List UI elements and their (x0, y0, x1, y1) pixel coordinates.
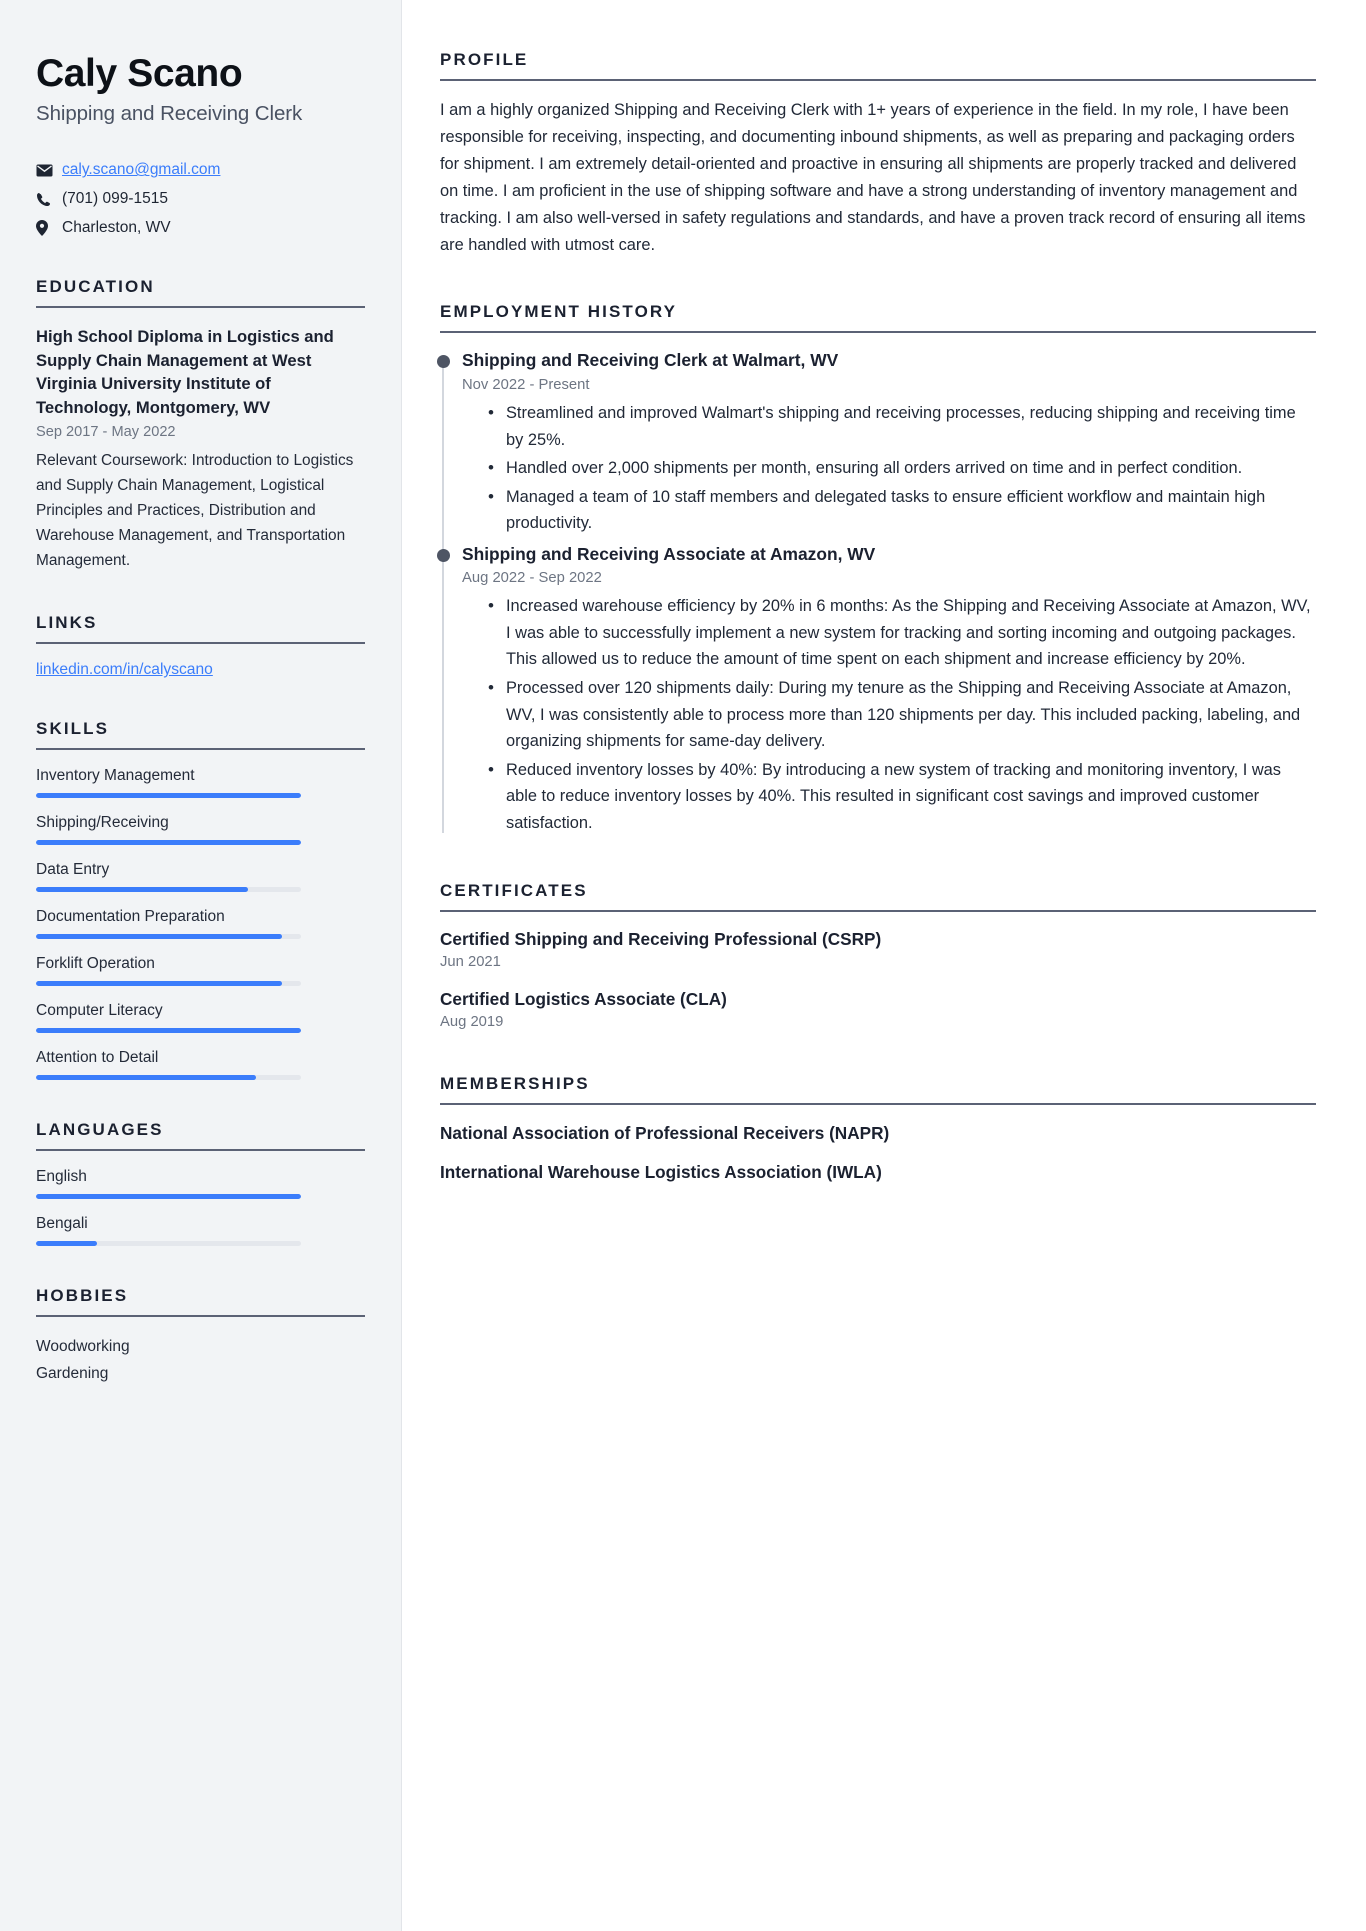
memberships-list (440, 1121, 1316, 1184)
profile-section (440, 50, 1316, 258)
section-divider (440, 79, 1316, 81)
education-section (36, 277, 365, 573)
skill-item (36, 814, 365, 845)
certificates-list (440, 928, 1316, 1030)
section-divider (36, 748, 365, 750)
skill-level-bar (36, 981, 301, 986)
skill-level-bar (36, 887, 301, 892)
language-label: English (36, 1168, 87, 1186)
list-item: • Managed a team of 10 staff members and delegated tasks to ensure efficient workflow and maintain high productivity. (506, 484, 1316, 537)
profile-heading: PROFILE (440, 50, 529, 69)
employment-dates: Aug 2022 - Sep 2022 (462, 570, 602, 587)
language-item (36, 1215, 365, 1246)
skill-level-fill (36, 981, 282, 986)
skill-level-fill (36, 934, 282, 939)
page-title: Caly Scano (36, 52, 243, 95)
profile-text: I am a highly organized Shipping and Receiving Clerk with 1+ years of experience in the field. In my role, I have been responsible for receiving, inspecting, and documenting inbound shipments, as well as preparing and packaging orders for shipment. I am extremely detail-oriented and proactive in ensuring all shipments are properly tracked and delivered on time. I am proficient in the use of shipping software and have a strong understanding of inventory management and tracking. I am also well-versed in safety regulations and standards, and have a proven track record of ensuring all items are handled with utmost care. (440, 101, 1306, 254)
location-value: Charleston, WV (62, 219, 171, 237)
hobbies-heading: HOBBIES (36, 1286, 129, 1306)
skill-label: Shipping/Receiving (36, 814, 169, 832)
education-degree: High School Diploma in Logistics and Supply Chain Management at West Virginia University Institute of Technology, Montgomery, WV (36, 327, 334, 417)
skill-item (36, 861, 365, 892)
email-link[interactable]: caly.scano@gmail.com (62, 161, 221, 179)
contact-email[interactable] (36, 161, 365, 179)
employment-entry (462, 349, 1316, 536)
main-content (402, 0, 1366, 1931)
education-dates: Sep 2017 - May 2022 (36, 423, 176, 440)
language-label: Bengali (36, 1215, 88, 1233)
phone-value: (701) 099-1515 (62, 190, 168, 208)
skill-label: Inventory Management (36, 767, 195, 785)
skill-item (36, 1049, 365, 1080)
skills-list (36, 767, 365, 1080)
employment-title: Shipping and Receiving Associate at Amazon, WV (462, 543, 876, 564)
employment-entry (462, 543, 1316, 837)
membership-item: National Association of Professional Receivers (NAPR) (440, 1122, 890, 1143)
education-description: Relevant Coursework: Introduction to Logistics and Supply Chain Management, Logistical Principles and Practices, Distribution and Warehouse Management, and Transportation Management. (36, 451, 354, 569)
certificates-section (440, 881, 1316, 1030)
employment-title: Shipping and Receiving Clerk at Walmart, WV (462, 350, 839, 371)
employment-section (440, 302, 1316, 836)
list-item: • Processed over 120 shipments daily: During my tenure as the Shipping and Receiving Associate at Amazon, WV, I was consistently able to process more than 120 shipments per day. This included packing, labeling, and organizing shipments for same-day delivery. (506, 675, 1316, 755)
language-item (36, 1168, 365, 1199)
envelope-icon (36, 164, 62, 177)
skill-level-fill (36, 887, 248, 892)
section-divider (36, 1149, 365, 1151)
certificate-title: Certified Logistics Associate (CLA) (440, 988, 727, 1009)
hobby-item: Woodworking (36, 1338, 130, 1356)
links-section (36, 613, 365, 679)
languages-heading: LANGUAGES (36, 1120, 164, 1140)
language-level-bar (36, 1194, 301, 1199)
phone-icon (36, 192, 62, 207)
memberships-section (440, 1074, 1316, 1184)
section-divider (440, 331, 1316, 333)
employment-timeline (440, 349, 1316, 836)
skill-level-fill (36, 840, 301, 845)
skill-label: Documentation Preparation (36, 908, 225, 926)
contact-phone (36, 190, 365, 208)
links-list (36, 661, 365, 679)
links-heading: LINKS (36, 613, 98, 633)
list-item[interactable]: linkedin.com/in/calyscano (36, 661, 213, 679)
timeline-dot-icon (437, 549, 450, 562)
timeline-dot-icon (437, 355, 450, 368)
job-title-subtitle: Shipping and Receiving Clerk (36, 101, 303, 125)
language-level-bar (36, 1241, 301, 1246)
skill-label: Forklift Operation (36, 955, 155, 973)
employment-bullets (462, 593, 1316, 836)
skill-item (36, 955, 365, 986)
skill-level-bar (36, 1075, 301, 1080)
section-divider (36, 642, 365, 644)
skill-level-bar (36, 934, 301, 939)
hobby-item: Gardening (36, 1364, 109, 1382)
employment-dates: Nov 2022 - Present (462, 376, 590, 393)
education-heading: EDUCATION (36, 277, 155, 297)
certificates-heading: CERTIFICATES (440, 880, 588, 900)
languages-list (36, 1168, 365, 1246)
skills-section (36, 719, 365, 1080)
hobbies-section (36, 1286, 365, 1387)
skill-level-fill (36, 1075, 256, 1080)
list-item: • Handled over 2,000 shipments per month, ensuring all orders arrived on time and in perfect condition. (506, 455, 1316, 482)
section-divider (440, 910, 1316, 912)
skill-level-bar (36, 1028, 301, 1033)
section-divider (36, 306, 365, 308)
skill-label: Computer Literacy (36, 1002, 163, 1020)
location-pin-icon (36, 220, 62, 236)
skill-item (36, 1002, 365, 1033)
language-level-fill (36, 1241, 97, 1246)
skill-level-bar (36, 793, 301, 798)
employment-bullets (462, 400, 1316, 537)
skill-item (36, 767, 365, 798)
skill-label: Attention to Detail (36, 1049, 159, 1067)
contact-location (36, 219, 365, 237)
skill-level-bar (36, 840, 301, 845)
certificate-title: Certified Shipping and Receiving Professional (CSRP) (440, 928, 882, 949)
certificate-item (440, 988, 1316, 1030)
section-divider (440, 1103, 1316, 1105)
hobbies-list (36, 1334, 365, 1387)
skill-level-fill (36, 793, 301, 798)
skill-item (36, 908, 365, 939)
list-item: • Streamlined and improved Walmart's shipping and receiving processes, reducing shipping and receiving time by 25%. (506, 400, 1316, 453)
skill-level-fill (36, 1028, 301, 1033)
contact-list (36, 161, 365, 237)
membership-item: International Warehouse Logistics Association (IWLA) (440, 1162, 882, 1183)
employment-heading: EMPLOYMENT HISTORY (440, 302, 678, 322)
languages-section (36, 1120, 365, 1246)
certificate-date: Jun 2021 (440, 953, 501, 970)
skill-label: Data Entry (36, 861, 110, 879)
language-level-fill (36, 1194, 301, 1199)
memberships-heading: MEMBERSHIPS (440, 1073, 590, 1093)
certificate-date: Aug 2019 (440, 1013, 504, 1030)
skills-heading: SKILLS (36, 719, 110, 739)
section-divider (36, 1315, 365, 1317)
list-item: • Increased warehouse efficiency by 20% in 6 months: As the Shipping and Receiving Associate at Amazon, WV, I was able to successfully implement a new system for tracking and sorting incoming and outgoing packages. This allowed us to reduce the amount of time spent on each shipment and increase efficiency by 20%. (506, 593, 1316, 673)
sidebar (0, 0, 402, 1931)
certificate-item (440, 928, 1316, 970)
list-item: • Reduced inventory losses by 40%: By introducing a new system of tracking and monitoring inventory, I was able to reduce inventory losses by 40%. This resulted in significant cost savings and improved customer satisfaction. (506, 757, 1316, 837)
